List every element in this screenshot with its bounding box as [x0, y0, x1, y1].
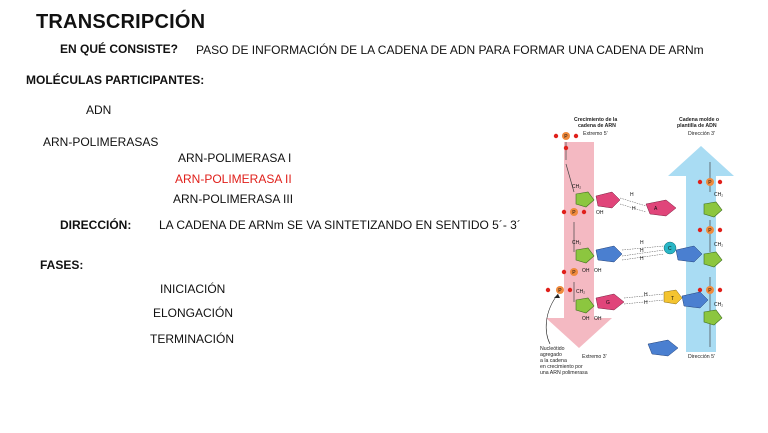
moleculas-label: MOLÉCULAS PARTICIPANTES: — [26, 73, 205, 87]
svg-text:P: P — [564, 133, 568, 140]
fase-elongacion: ELONGACIÓN — [153, 306, 234, 320]
transcription-diagram-svg — [536, 112, 748, 384]
oh-label: OH — [582, 316, 590, 322]
transcription-diagram — [536, 112, 748, 384]
molecula-adn: ADN — [86, 103, 112, 117]
base-blue-icon — [596, 246, 622, 262]
direccion-label: DIRECCIÓN: — [60, 218, 132, 232]
ch2-label: CH₂ — [572, 240, 582, 246]
base-letter-a: A — [654, 206, 658, 212]
base-letter-g: G — [606, 300, 610, 306]
base-letter-c: C — [668, 246, 672, 252]
h-atom: H — [640, 256, 644, 262]
polimerasa-3: ARN-POLIMERASA III — [173, 192, 294, 206]
base-blue-icon — [648, 340, 678, 356]
nucleotide-note-3: a la cadena — [540, 358, 567, 364]
polimerasa-1: ARN-POLIMERASA I — [178, 151, 292, 165]
molecula-arn-polimerasas: ARN-POLIMERASAS — [43, 135, 159, 149]
h-atom: H — [632, 206, 636, 212]
right-header-line1: Cadena molde o — [679, 117, 720, 123]
que-consiste-label: EN QUÉ CONSISTE? — [60, 42, 179, 56]
right-bottom-end: Dirección 5' — [688, 354, 715, 360]
ch2-label: CH₂ — [714, 302, 724, 308]
direccion-text: LA CADENA DE ARNm SE VA SINTETIZANDO EN SENTIDO 5´- 3´ — [159, 218, 521, 232]
oh-label: OH — [596, 210, 604, 216]
svg-text:P: P — [708, 287, 712, 294]
h-atom: H — [640, 240, 644, 246]
left-bottom-end: Extremo 3' — [582, 354, 607, 360]
base-red-icon — [596, 294, 624, 310]
h-atom: H — [644, 292, 648, 298]
left-header-line1: Crecimiento de la — [574, 117, 618, 123]
nucleotide-note-4: en crecimiento por — [540, 364, 583, 370]
ch2-label: CH₂ — [576, 289, 586, 295]
base-red-icon — [596, 192, 620, 208]
page-title: TRANSCRIPCIÓN — [36, 11, 206, 33]
svg-text:P: P — [572, 269, 576, 276]
fase-terminacion: TERMINACIÓN — [150, 332, 234, 346]
svg-text:P: P — [708, 227, 712, 234]
fase-iniciacion: INICIACIÓN — [160, 282, 226, 296]
oh-label: OH — [594, 268, 602, 274]
nucleotide-note-1: Nucleótido — [540, 346, 565, 352]
h-atom: H — [630, 192, 634, 198]
ch2-label: CH₂ — [714, 192, 724, 198]
right-top-end: Dirección 3' — [688, 131, 715, 137]
h-atom: H — [640, 248, 644, 254]
right-header-line2: plantilla de ADN — [677, 123, 717, 129]
nucleotide-note-5: una ARN polimerasa — [540, 370, 588, 376]
sugar-icon — [704, 310, 722, 325]
svg-text:P: P — [572, 209, 576, 216]
dna-template-arrow — [668, 146, 734, 352]
svg-text:P: P — [558, 287, 562, 294]
polimerasa-2: ARN-POLIMERASA II — [175, 172, 292, 186]
ch2-label: CH₂ — [714, 242, 724, 248]
oh-label: OH — [594, 316, 602, 322]
fases-label: FASES: — [40, 258, 84, 272]
pointer-arrowhead-icon — [554, 294, 560, 298]
sugar-icon — [704, 252, 722, 267]
left-top-end: Extremo 5' — [583, 131, 608, 137]
svg-text:P: P — [708, 179, 712, 186]
sugar-icon — [704, 202, 722, 217]
oh-label: OH — [582, 268, 590, 274]
left-header-line2: cadena de ARN — [578, 123, 616, 129]
base-letter-t: T — [671, 296, 675, 302]
h-atom: H — [644, 300, 648, 306]
nucleotide-note-2: agregado — [540, 352, 562, 358]
ch2-label: CH₂ — [572, 184, 582, 190]
que-consiste-text: PASO DE INFORMACIÓN DE LA CADENA DE ADN PARA FORMAR UNA CADENA DE ARNm — [196, 43, 704, 57]
base-red-icon — [646, 200, 676, 216]
